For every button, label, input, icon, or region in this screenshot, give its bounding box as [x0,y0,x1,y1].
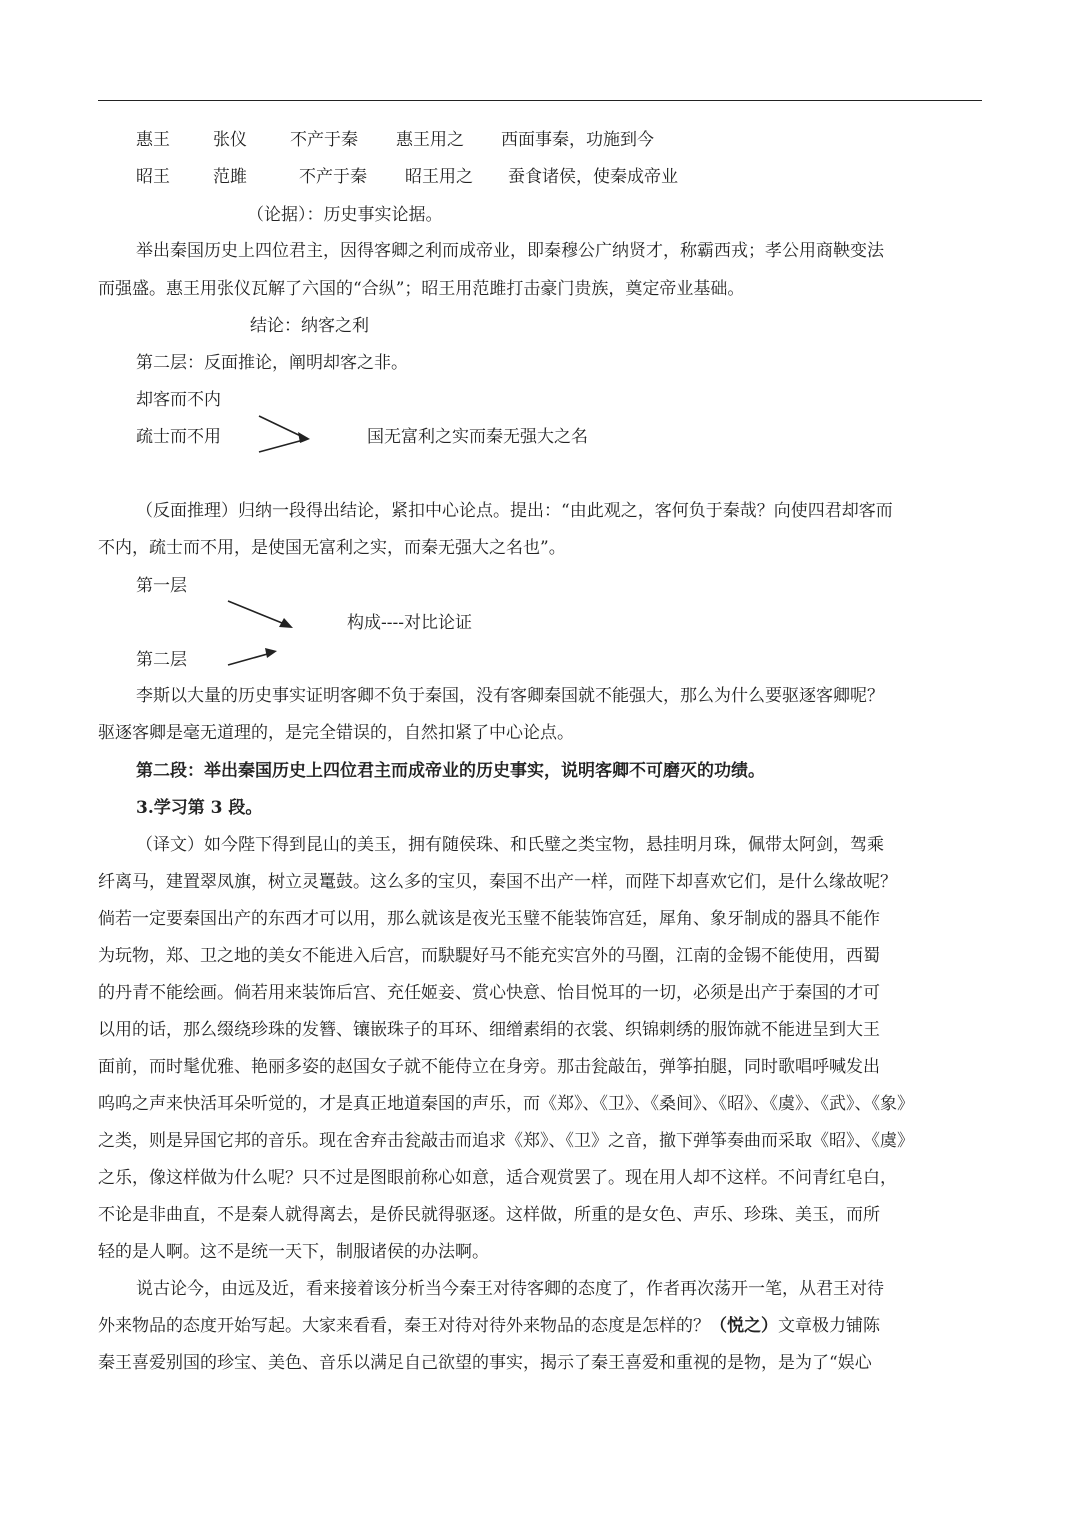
conclusion-label: 结论：纳客之利 [250,316,369,336]
king-name: 昭王 [136,167,170,187]
summary-para2: 第二段：举出秦国历史上四位君主而成帝业的历史事实，说明客卿不可磨灭的功绩。 [136,761,765,781]
paragraph-line: 不内，疏士而不用，是使国无富利之实，而秦无强大之名也”。 [98,538,566,558]
translation-line: 为玩物，郑、卫之地的美女不能进入后宫，而駃騠好马不能充实宫外的马圈，江南的金锡不能使用，西蜀 [98,946,880,966]
analysis-line: 说古论今，由远及近，看来接着该分析当今秦王对待客卿的态度了，作者再次荡开一笔，从君王对待 [136,1279,884,1299]
translation-line: 纤离马，建置翠凤旗，树立灵鼍鼓。这么多的宝贝，秦国不出产一样，而陛下却喜欢它们，是什么缘故呢？ [98,872,897,892]
king-name: 惠王 [136,130,170,150]
analysis-emphasis: （悦之） [710,1316,778,1336]
paragraph-line: （反面推理）归纳一段得出结论，紧扣中心论点。提出：“由此观之，客何负于秦哉？向使四君却客而 [136,501,893,521]
minister-name: 范雎 [213,167,247,187]
evidence-label: （论据）：历史事实论据。 [247,205,443,225]
translation-line: 之乐，像这样做为什么呢？只不过是图眼前称心如意，适合观赏罢了。现在用人却不这样。不问青红皂白， [98,1168,897,1188]
translation-line: 以用的话，那么缀绕珍珠的发簪、镶嵌珠子的耳环、细缯素绢的衣裳、织锦刺绣的服饰就不能进呈到大王 [98,1020,880,1040]
used-text: 惠王用之 [396,130,464,150]
diagram-left-text: 却客而不内 [136,390,221,410]
down-right-arrow [225,598,300,633]
origin-text: 不产于秦 [290,130,358,150]
paragraph-line: 举出秦国历史上四位君主，因得客卿之利而成帝业，即秦穆公广纳贤才，称霸西戎；孝公用商鞅变法 [136,241,884,261]
origin-text: 不产于秦 [299,167,367,187]
diagram-left-text: 第一层 [136,576,187,596]
result-text: 西面事秦，功施到今 [501,130,654,150]
translation-line: 的丹青不能绘画。倘若用来装饰后宫、充任姬妾、赏心快意、怡目悦耳的一切，必须是出产于秦国的才可 [98,983,880,1003]
diagram-left-text: 第二层 [136,650,187,670]
paragraph-line: 李斯以大量的历史事实证明客卿不负于秦国，没有客卿秦国就不能强大，那么为什么要驱逐客卿呢？ [136,686,884,706]
analysis-line: 秦王喜爱别国的珍宝、美色、音乐以满足自己欲望的事实，揭示了秦王喜爱和重视的是物，是为了“娱心 [98,1353,872,1373]
translation-line: 面前，而时髦优雅、艳丽多姿的赵国女子就不能侍立在身旁。那击瓮敲缶，弹筝拍腿，同时歌唱呼喊发出 [98,1057,880,1077]
used-text: 昭王用之 [405,167,473,187]
translation-line: （译文）如今陛下得到昆山的美玉，拥有随侯珠、和氏璧之类宝物，悬挂明月珠，佩带太阿剑，驾乘 [136,835,884,855]
paragraph-line: 驱逐客卿是毫无道理的，是完全错误的，自然扣紧了中心论点。 [98,723,574,743]
analysis-text: 文章极力铺陈 [778,1316,880,1336]
analysis-text: 外来物品的态度开始写起。大家来看看，秦王对待对待外来物品的态度是怎样的？ [98,1316,710,1336]
converge-arrows [255,412,315,457]
header-rule [98,100,982,101]
result-text: 蚕食诸侯，使秦成帝业 [508,167,678,187]
section3-heading: 3.学习第 3 段。 [136,798,263,818]
translation-line: 轻的是人啊。这不是统一天下，制服诸侯的办法啊。 [98,1242,489,1262]
minister-name: 张仪 [213,130,247,150]
analysis-line [98,1308,982,1345]
paragraph-line: 而强盛。惠王用张仪瓦解了六国的“合纵”；昭王用范雎打击豪门贵族，奠定帝业基础。 [98,279,745,299]
translation-line: 之类，则是异国它邦的音乐。现在舍弃击瓮敲击而追求《郑》、《卫》之音，撤下弹筝奏曲而采取《昭》、《虞》 [98,1131,914,1151]
translation-line: 倘若一定要秦国出产的东西才可以用，那么就该是夜光玉璧不能装饰宫廷，犀角、象牙制成的器具不能作 [98,909,880,929]
translation-line: 不论是非曲直，不是秦人就得离去，是侨民就得驱逐。这样做，所重的是女色、声乐、珍珠、美玉，而所 [98,1205,880,1225]
diagram-right-text: 构成----对比论证 [347,613,472,633]
diagram-right-text: 国无富利之实而秦无强大之名 [367,427,588,447]
translation-line: 呜呜之声来快活耳朵听觉的，才是真正地道秦国的声乐，而《郑》、《卫》、《桑间》、《昭》、《虞》、《武》、《象》 [98,1094,914,1114]
diagram-left-text: 疏士而不用 [136,427,221,447]
layer2-heading: 第二层：反面推论，阐明却客之非。 [136,353,408,373]
